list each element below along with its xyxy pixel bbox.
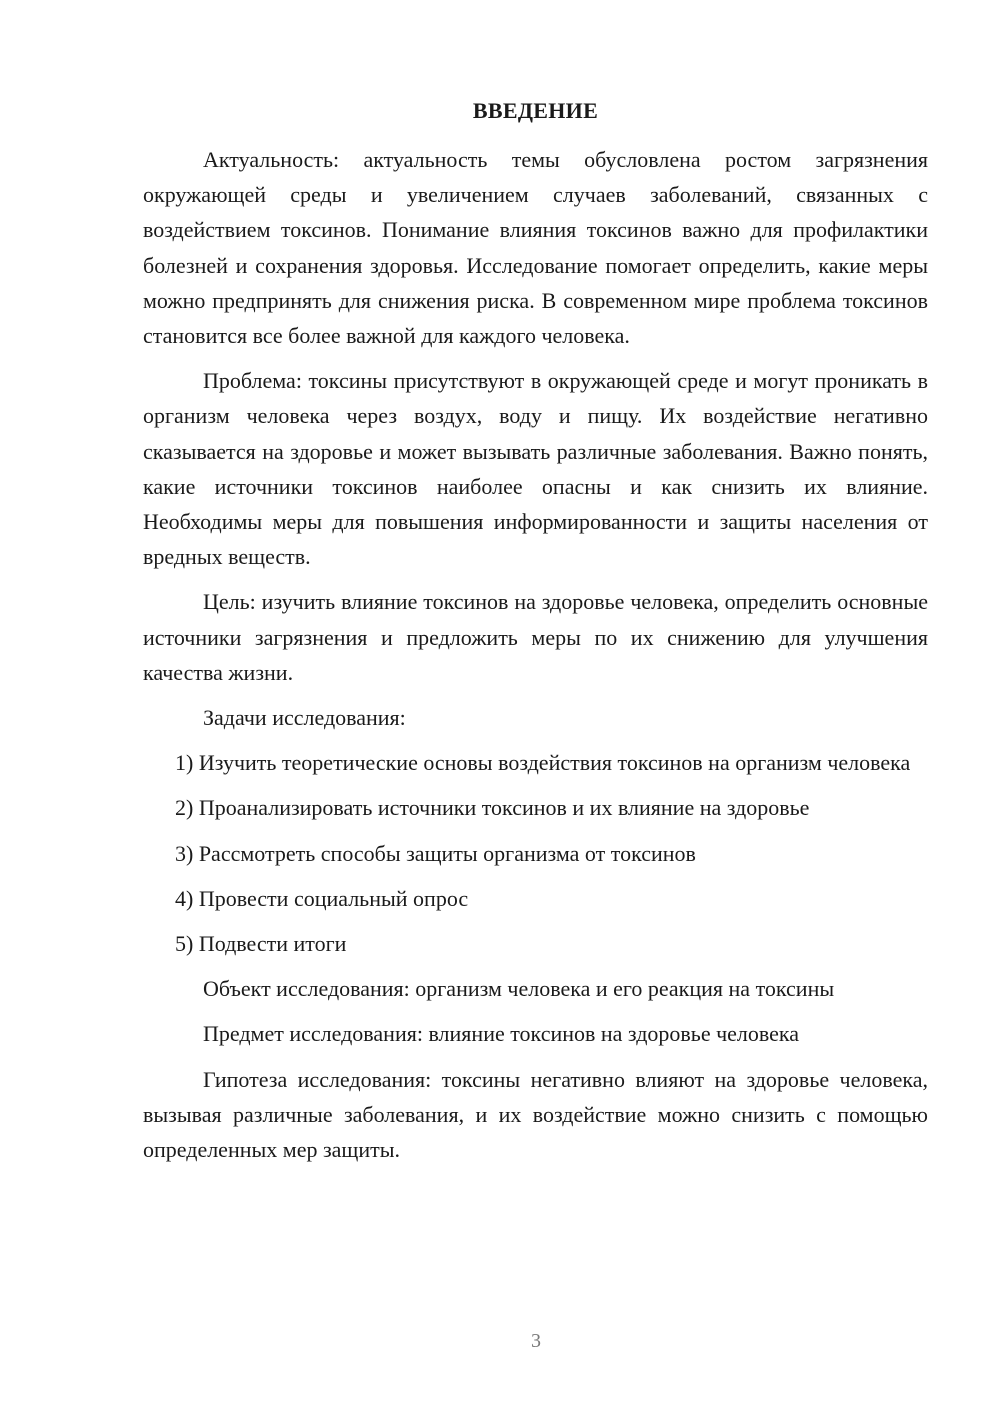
task-item-2: 2) Проанализировать источники токсинов и их влияние на здоровье [175,795,810,821]
page-number: 3 [531,1330,541,1352]
document-body [143,142,928,1177]
page-title: ВВЕДЕНИЕ [472,98,599,123]
paragraph-goal: Цель: изучить влияние токсинов на здоровье человека, определить основные источники загрязнения и предложить меры по их снижению для улучшения качества жизни. [143,589,928,685]
paragraph-relevance: Актуальность: актуальность темы обусловлена ростом загрязнения окружающей среды и увеличением случаев заболеваний, связанных с воздействием токсинов. Понимание влияния токсинов важно для профилактики болезней и сохранения здоровья. Исследование помогает определить, какие меры можно предпринять для снижения риска. В современном мире проблема токсинов становится все более важной для каждого человека. [143,147,928,349]
task-item-4: 4) Провести социальный опрос [175,885,469,911]
paragraph-hypothesis: Гипотеза исследования: токсины негативно влияют на здоровье человека, вызывая различные заболевания, и их воздействие можно снизить с помощью определенных мер защиты. [143,1066,928,1163]
task-item-3: 3) Рассмотреть способы защиты организма от токсинов [175,840,696,866]
paragraph-subject: Предмет исследования: влияние токсинов на здоровье человека [203,1021,800,1047]
paragraph-object: Объект исследования: организм человека и его реакция на токсины [203,976,835,1002]
paragraph-problem: Проблема: токсины присутствуют в окружающей среде и могут проникать в организм человека через воздух, воду и пищу. Их воздействие негативно сказывается на здоровье и может вызывать различные заболевания. Важно понять, какие источники токсинов наиболее опасны и как снизить их влияние. Необходимы меры для повышения информированности и защиты населения от вредных веществ. [143,368,928,570]
tasks-heading: Задачи исследования: [203,705,406,731]
task-item-1: 1) Изучить теоретические основы воздействия токсинов на организм человека [175,750,911,776]
task-item-5: 5) Подвести итоги [175,931,347,957]
